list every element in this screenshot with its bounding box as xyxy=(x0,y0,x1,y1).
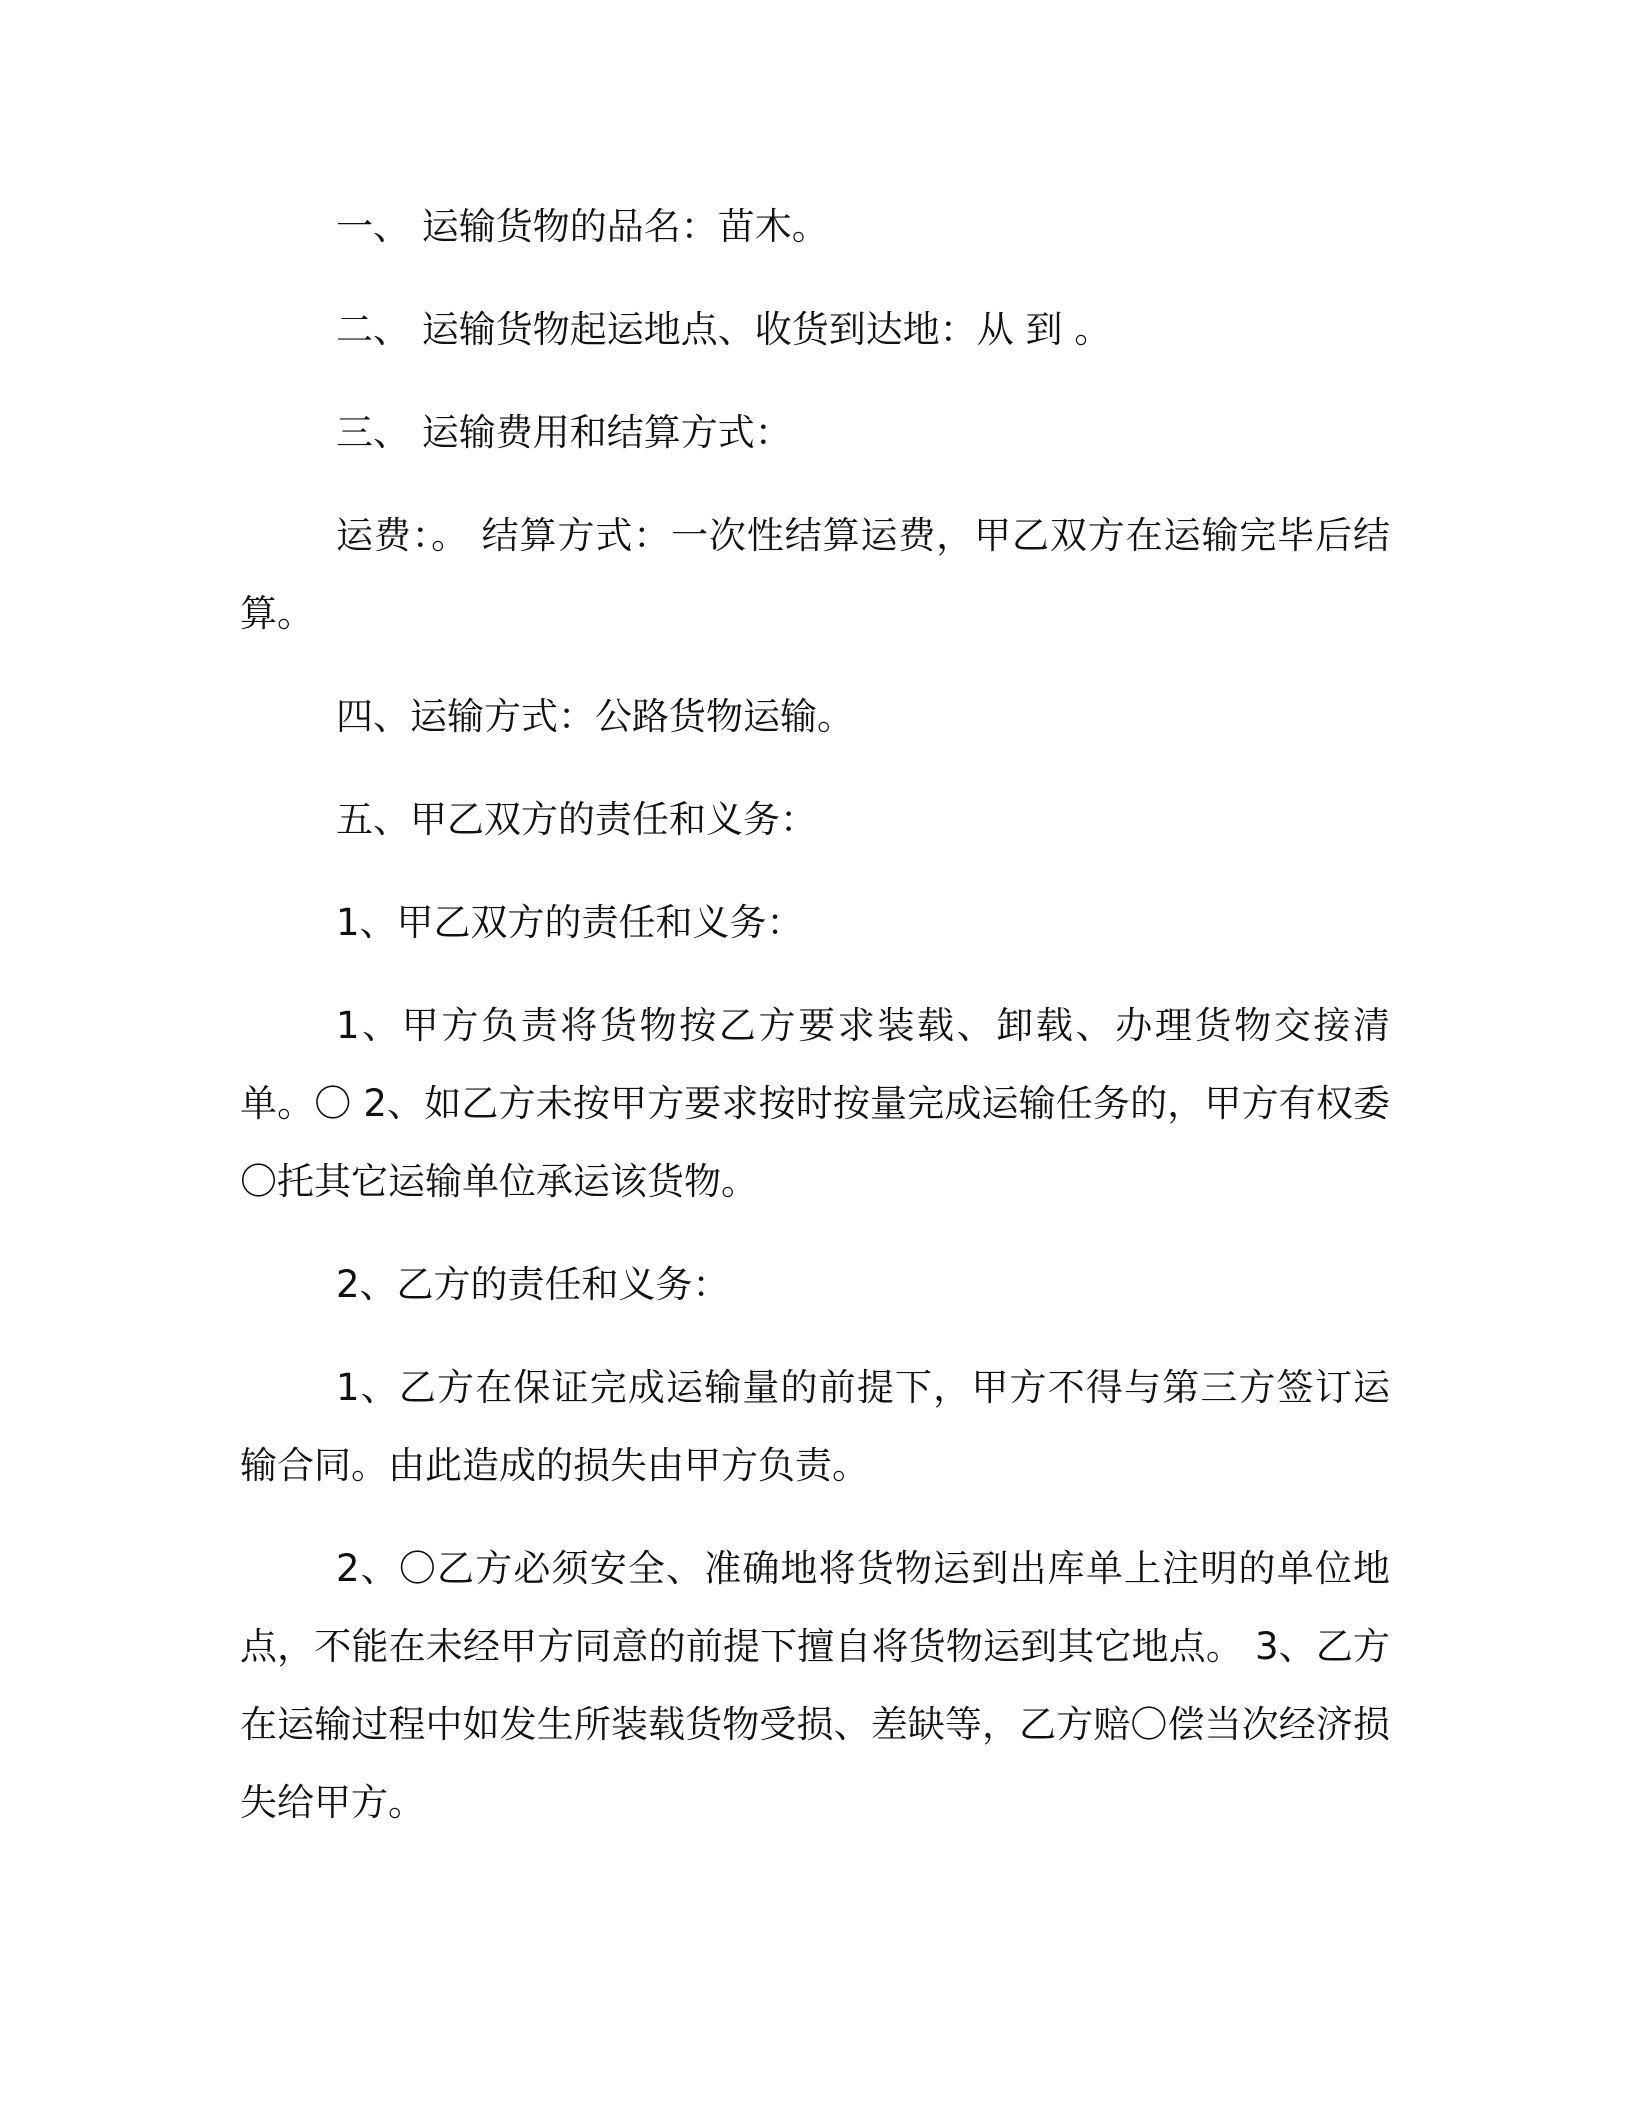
clause-route: 二、 运输货物起运地点、收货到达地：从 到 。 xyxy=(336,308,1112,351)
clause-party-b-duty-2: 2、〇乙方必须安全、准确地将货物运到出库单上注明的单位地点，不能在未经甲方同意的前提下擅自将货物运到其它地点。 3、乙方在运输过程中如发生所装载货物受损、差缺等，乙方赔〇偿当次经济损失给甲方。 xyxy=(240,1547,1390,1824)
clause-fee-heading: 三、 运输费用和结算方式： xyxy=(336,411,792,454)
clause-party-b-heading: 2、乙方的责任和义务： xyxy=(336,1263,730,1306)
clause-responsibilities-heading: 五、甲乙双方的责任和义务： xyxy=(336,798,817,841)
clause-party-b-duty-1: 1、乙方在保证完成运输量的前提下，甲方不得与第三方签订运输合同。由此造成的损失由甲方负责。 xyxy=(240,1366,1390,1487)
clause-transport-mode: 四、运输方式：公路货物运输。 xyxy=(336,695,854,738)
clause-goods-name: 一、 运输货物的品名：苗木。 xyxy=(336,205,829,248)
clause-fee-settlement: 运费：。 结算方式：一次性结算运费，甲乙双方在运输完毕后结算。 xyxy=(240,514,1390,635)
clause-both-parties-heading: 1、甲乙双方的责任和义务： xyxy=(336,901,804,944)
clause-party-a-duties: 1、甲方负责将货物按乙方要求装载、卸载、办理货物交接清单。〇 2、如乙方未按甲方要求按时按量完成运输任务的，甲方有权委〇托其它运输单位承运该货物。 xyxy=(240,1004,1390,1203)
document-body xyxy=(240,188,1390,1867)
